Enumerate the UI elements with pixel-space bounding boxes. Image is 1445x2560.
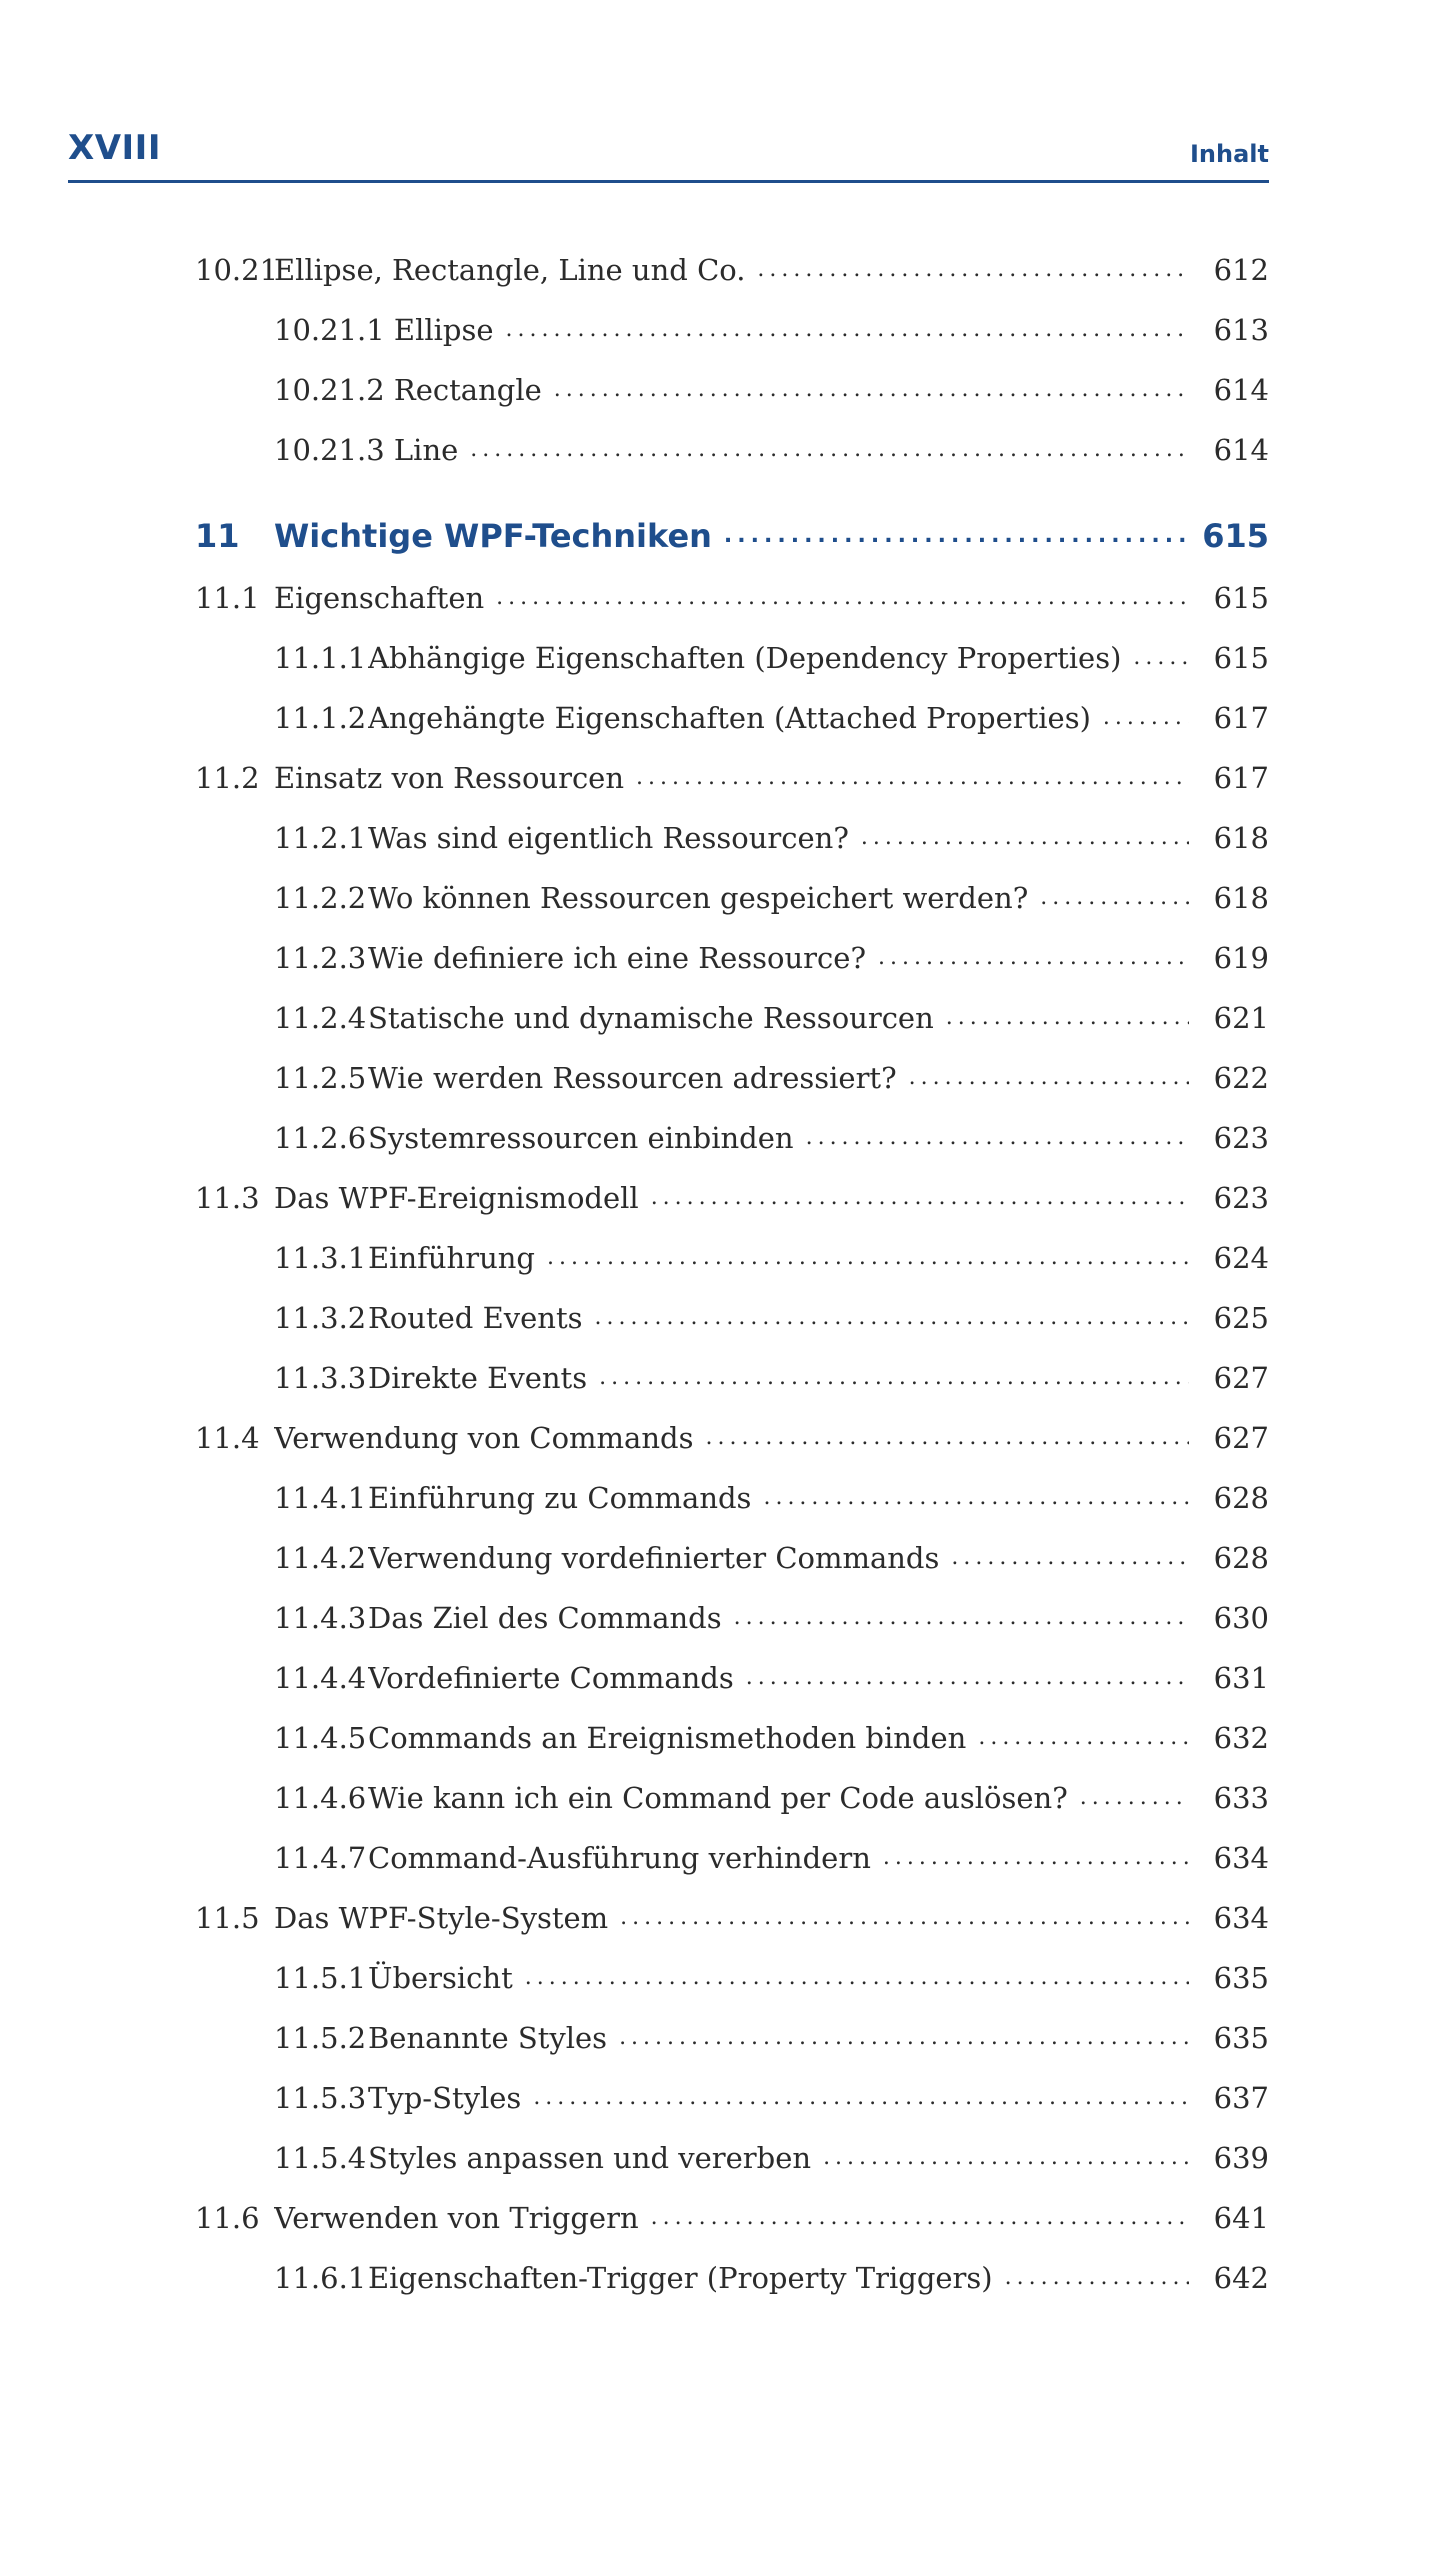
toc-entry-title: Vordefinierte Commands — [368, 1661, 734, 1695]
toc-entry-number: 11.4.6 — [274, 1781, 367, 1815]
toc-dot-leader — [978, 1716, 1189, 1760]
page-number: XVIII — [68, 128, 161, 168]
toc-entry-text — [274, 248, 1189, 292]
toc-entry-number: 11 — [195, 517, 240, 555]
toc-dot-leader — [823, 2136, 1189, 2180]
toc-entry-text — [274, 1896, 1189, 1940]
toc-entry-title: Angehängte Eigenschaften (Attached Properties) — [368, 701, 1091, 735]
toc-entry-page: 617 — [1213, 761, 1269, 795]
toc-dot-leader — [734, 1596, 1189, 1640]
toc-dot-leader — [724, 514, 1189, 558]
toc-entry-page: 642 — [1213, 2261, 1269, 2295]
toc-entry-page: 630 — [1213, 1601, 1269, 1635]
toc-dot-leader — [705, 1416, 1189, 1460]
toc-entry-title: Commands an Ereignismethoden binden — [368, 1721, 967, 1755]
toc-entry-page: 617 — [1213, 701, 1269, 735]
toc-entry-number: 11.3.1 — [274, 1241, 367, 1275]
toc-entry-page: 615 — [1213, 581, 1269, 615]
toc-entry-title: Das WPF-Ereignismodell — [274, 1181, 639, 1215]
toc-entry-number: 11.1.1 — [274, 641, 367, 675]
toc-entry-text — [368, 816, 1189, 860]
toc-entry-number: 11.2.4 — [274, 1001, 367, 1035]
toc-dot-leader — [806, 1116, 1189, 1160]
toc-entry-number: 11.3.3 — [274, 1361, 367, 1395]
running-head: Inhalt — [1190, 140, 1269, 168]
toc-entry-text — [274, 308, 1189, 352]
toc-entry-number: 11.4 — [195, 1421, 260, 1455]
toc-entry-text — [368, 1776, 1189, 1820]
toc-entry-title: Das WPF-Style-System — [274, 1901, 609, 1935]
toc-dot-leader — [651, 1176, 1189, 1220]
toc-entry-page: 624 — [1213, 1241, 1269, 1275]
toc-entry-row[interactable] — [0, 1956, 1445, 2000]
toc-entry-page: 637 — [1213, 2081, 1269, 2115]
toc-dot-leader — [1040, 876, 1189, 920]
toc-entry-text — [368, 1116, 1189, 1160]
toc-entry-text — [274, 576, 1189, 620]
toc-entry-page: 614 — [1213, 373, 1269, 407]
toc-entry-title: Benannte Styles — [368, 2021, 608, 2055]
toc-entry-page: 615 — [1202, 517, 1269, 555]
toc-entry-title: Einführung — [368, 1241, 535, 1275]
toc-entry-number: 11.6.1 — [274, 2261, 367, 2295]
toc-dot-leader — [1080, 1776, 1189, 1820]
toc-entry-text — [368, 1956, 1189, 2000]
toc-entry-page: 618 — [1213, 821, 1269, 855]
toc-entry-title: Übersicht — [368, 1961, 513, 1995]
toc-entry-row[interactable] — [0, 2016, 1445, 2060]
toc-dot-leader — [533, 2076, 1189, 2120]
toc-dot-leader — [496, 576, 1189, 620]
toc-dot-leader — [861, 816, 1189, 860]
toc-entry-page: 614 — [1213, 433, 1269, 467]
toc-entry-text — [368, 696, 1189, 740]
toc-entry-text — [274, 756, 1189, 800]
toc-entry-title: Was sind eigentlich Ressourcen? — [368, 821, 849, 855]
toc-entry-text — [368, 1476, 1189, 1520]
toc-entry-title: 10.21.2 Rectangle — [274, 373, 542, 407]
toc-entry-number: 11.2.1 — [274, 821, 367, 855]
toc-entry-title: 10.21.3 Line — [274, 433, 459, 467]
toc-entry-title: Verwendung von Commands — [274, 1421, 694, 1455]
toc-entry-page: 612 — [1213, 253, 1269, 287]
toc-entry-page: 631 — [1213, 1661, 1269, 1695]
toc-entry-title: Einsatz von Ressourcen — [274, 761, 625, 795]
toc-entry-row[interactable] — [0, 756, 1445, 800]
toc-entry-title: 10.21.1 Ellipse — [274, 313, 494, 347]
toc-entry-row[interactable] — [0, 1236, 1445, 1280]
toc-entry-text — [274, 428, 1189, 472]
toc-entry-page: 634 — [1213, 1901, 1269, 1935]
toc-entry-page: 627 — [1213, 1361, 1269, 1395]
toc-entry-row[interactable] — [0, 1116, 1445, 1160]
toc-entry-number: 11.5.2 — [274, 2021, 367, 2055]
toc-entry-title: Wie kann ich ein Command per Code auslösen? — [368, 1781, 1068, 1815]
toc-entry-page: 633 — [1213, 1781, 1269, 1815]
toc-entry-row[interactable] — [0, 1536, 1445, 1580]
toc-entry-title: Wie werden Ressourcen adressiert? — [368, 1061, 897, 1095]
toc-entry-title: Wichtige WPF-Techniken — [274, 517, 712, 555]
toc-entry-row[interactable] — [0, 2076, 1445, 2120]
toc-entry-row[interactable] — [0, 1836, 1445, 1880]
toc-dot-leader — [763, 1476, 1189, 1520]
toc-entry-page: 635 — [1213, 1961, 1269, 1995]
toc-entry-row[interactable] — [0, 876, 1445, 920]
toc-entry-number: 11.6 — [195, 2201, 260, 2235]
toc-entry-title: Das Ziel des Commands — [368, 1601, 722, 1635]
toc-entry-text — [274, 1416, 1189, 1460]
toc-entry-page: 615 — [1213, 641, 1269, 675]
toc-dot-leader — [599, 1356, 1189, 1400]
toc-dot-leader — [746, 1656, 1189, 1700]
toc-entry-row[interactable] — [0, 1476, 1445, 1520]
toc-entry-page: 634 — [1213, 1841, 1269, 1875]
toc-entry-number: 11.3.2 — [274, 1301, 367, 1335]
toc-entry-page: 623 — [1213, 1181, 1269, 1215]
toc-entry-text — [368, 1356, 1189, 1400]
toc-entry-title: Eigenschaften-Trigger (Property Triggers) — [368, 2261, 993, 2295]
toc-entry-row[interactable] — [0, 2196, 1445, 2240]
toc-dot-leader — [595, 1296, 1190, 1340]
toc-entry-number: 11.5 — [195, 1901, 260, 1935]
toc-entry-text — [274, 2196, 1189, 2240]
toc-entry-text — [368, 1836, 1189, 1880]
toc-dot-leader — [757, 248, 1189, 292]
toc-entry-number: 11.2.5 — [274, 1061, 367, 1095]
toc-entry-row[interactable] — [0, 636, 1445, 680]
toc-entry-row[interactable] — [0, 1176, 1445, 1220]
toc-entry-page: 619 — [1213, 941, 1269, 975]
toc-dot-leader — [951, 1536, 1189, 1580]
toc-entry-number: 11.4.7 — [274, 1841, 367, 1875]
toc-dot-leader — [506, 308, 1189, 352]
toc-entry-number: 11.2 — [195, 761, 260, 795]
toc-entry-row[interactable] — [0, 996, 1445, 1040]
toc-dot-leader — [554, 368, 1189, 412]
toc-dot-leader — [883, 1836, 1189, 1880]
toc-entry-title: Direkte Events — [368, 1361, 588, 1395]
toc-entry-page: 627 — [1213, 1421, 1269, 1455]
toc-entry-text — [274, 1176, 1189, 1220]
toc-entry-row[interactable] — [0, 1056, 1445, 1100]
toc-entry-row[interactable] — [0, 1896, 1445, 1940]
toc-entry-row[interactable] — [0, 696, 1445, 740]
toc-entry-page: 635 — [1213, 2021, 1269, 2055]
toc-entry-number: 11.2.2 — [274, 881, 367, 915]
toc-entry-title: Styles anpassen und vererben — [368, 2141, 812, 2175]
toc-entry-page: 628 — [1213, 1541, 1269, 1575]
toc-entry-text — [368, 996, 1189, 1040]
toc-entry-row[interactable] — [0, 1596, 1445, 1640]
toc-entry-title: Abhängige Eigenschaften (Dependency Properties) — [368, 641, 1122, 675]
toc-entry-title: Routed Events — [368, 1301, 583, 1335]
toc-dot-leader — [1133, 636, 1189, 680]
toc-entry-number: 11.2.6 — [274, 1121, 367, 1155]
toc-entry-row[interactable] — [0, 936, 1445, 980]
toc-entry-row[interactable] — [0, 308, 1445, 352]
toc-entry-page: 618 — [1213, 881, 1269, 915]
toc-entry-title: Ellipse, Rectangle, Line und Co. — [274, 253, 746, 287]
toc-dot-leader — [651, 2196, 1189, 2240]
toc-entry-page: 628 — [1213, 1481, 1269, 1515]
toc-entry-row[interactable] — [0, 248, 1445, 292]
toc-entry-text — [368, 2076, 1189, 2120]
toc-entry-row[interactable] — [0, 1656, 1445, 1700]
toc-entry-row[interactable] — [0, 1296, 1445, 1340]
toc-entry-row[interactable] — [0, 428, 1445, 472]
toc-dot-leader — [636, 756, 1189, 800]
toc-dot-leader — [946, 996, 1189, 1040]
toc-entry-number: 11.4.4 — [274, 1661, 367, 1695]
toc-entry-title: Verwendung vordefinierter Commands — [368, 1541, 940, 1575]
toc-entry-text — [274, 368, 1189, 412]
toc-entry-text — [368, 1716, 1189, 1760]
toc-entry-title: Wie definiere ich eine Ressource? — [368, 941, 866, 975]
toc-entry-text — [368, 876, 1189, 920]
toc-entry-title: Command-Ausführung verhindern — [368, 1841, 871, 1875]
toc-entry-title: Verwenden von Triggern — [274, 2201, 639, 2235]
toc-entry-row[interactable] — [0, 2256, 1445, 2300]
toc-entry-text — [368, 1596, 1189, 1640]
toc-chapter-row[interactable] — [0, 514, 1445, 558]
toc-dot-leader — [1103, 696, 1189, 740]
toc-entry-page: 641 — [1213, 2201, 1269, 2235]
toc-dot-leader — [1005, 2256, 1189, 2300]
toc-dot-leader — [620, 1896, 1189, 1940]
toc-entry-row[interactable] — [0, 2136, 1445, 2180]
toc-entry-page: 625 — [1213, 1301, 1269, 1335]
toc-entry-title: Statische und dynamische Ressourcen — [368, 1001, 934, 1035]
toc-entry-page: 613 — [1213, 313, 1269, 347]
toc-entry-number: 11.2.3 — [274, 941, 367, 975]
toc-entry-page: 623 — [1213, 1121, 1269, 1155]
toc-entry-page: 632 — [1213, 1721, 1269, 1755]
toc-entry-title: Einführung zu Commands — [368, 1481, 752, 1515]
toc-entry-number: 11.4.3 — [274, 1601, 367, 1635]
toc-entry-title: Wo können Ressourcen gespeichert werden? — [368, 881, 1029, 915]
toc-entry-text — [368, 1056, 1189, 1100]
page-header — [68, 128, 1269, 183]
toc-entry-number: 10.21 — [195, 253, 279, 287]
toc-dot-leader — [909, 1056, 1189, 1100]
toc-entry-page: 622 — [1213, 1061, 1269, 1095]
toc-entry-number: 11.1 — [195, 581, 260, 615]
toc-entry-row[interactable] — [0, 576, 1445, 620]
toc-entry-text — [368, 636, 1189, 680]
toc-entry-number: 11.3 — [195, 1181, 260, 1215]
toc-entry-text — [368, 1236, 1189, 1280]
toc-entry-number: 11.5.1 — [274, 1961, 367, 1995]
toc-entry-title: Systemressourcen einbinden — [368, 1121, 794, 1155]
toc-entry-title: Typ-Styles — [368, 2081, 522, 2115]
toc-dot-leader — [878, 936, 1189, 980]
toc-entry-page: 639 — [1213, 2141, 1269, 2175]
toc-entry-row[interactable] — [0, 816, 1445, 860]
toc-entry-text — [368, 1656, 1189, 1700]
toc-entry-number: 11.4.5 — [274, 1721, 367, 1755]
toc-entry-number: 11.5.4 — [274, 2141, 367, 2175]
toc-entry-text — [368, 2136, 1189, 2180]
toc-entry-text — [274, 514, 1189, 558]
toc-entry-row[interactable] — [0, 1356, 1445, 1400]
toc-dot-leader — [470, 428, 1189, 472]
toc-entry-row[interactable] — [0, 1716, 1445, 1760]
toc-entry-row[interactable] — [0, 368, 1445, 412]
toc-entry-text — [368, 2016, 1189, 2060]
toc-entry-text — [368, 1296, 1189, 1340]
toc-entry-number: 11.4.2 — [274, 1541, 367, 1575]
toc-dot-leader — [547, 1236, 1189, 1280]
toc-entry-title: Eigenschaften — [274, 581, 485, 615]
toc-entry-text — [368, 2256, 1189, 2300]
toc-dot-leader — [525, 1956, 1189, 2000]
toc-entry-row[interactable] — [0, 1776, 1445, 1820]
toc-entry-number: 11.5.3 — [274, 2081, 367, 2115]
toc-entry-page: 621 — [1213, 1001, 1269, 1035]
toc-entry-row[interactable] — [0, 1416, 1445, 1460]
toc-entry-number: 11.4.1 — [274, 1481, 367, 1515]
toc-dot-leader — [619, 2016, 1189, 2060]
toc-entry-text — [368, 936, 1189, 980]
toc-entry-text — [368, 1536, 1189, 1580]
toc-entry-number: 11.1.2 — [274, 701, 367, 735]
